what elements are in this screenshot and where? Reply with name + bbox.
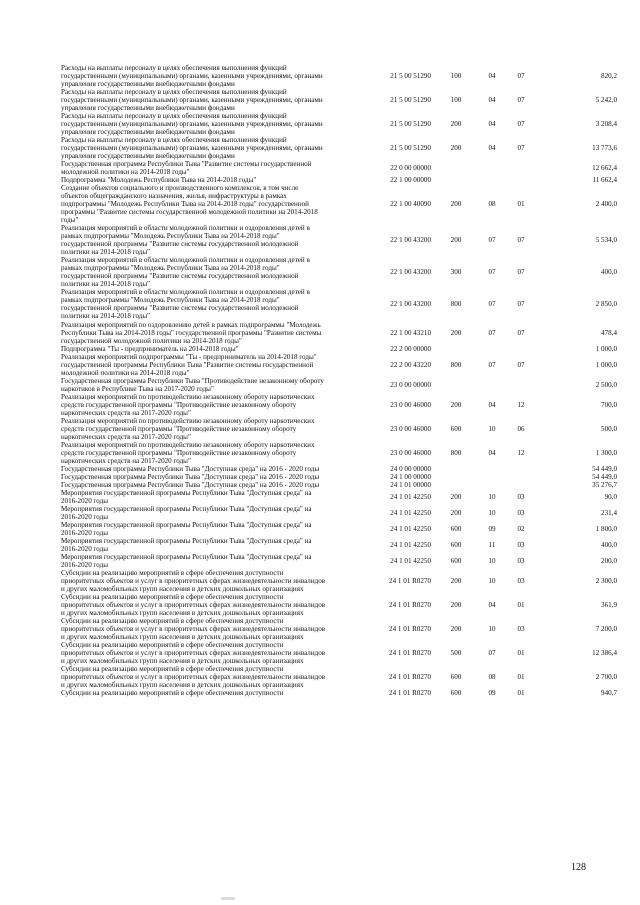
table-row [61,465,617,473]
row-code: 22 1 00 40090 [390,200,431,209]
row-expense-type: 800 [450,448,462,457]
row-section: 04 [488,448,496,457]
row-code: 22 1 00 43210 [390,328,431,337]
row-code: 21 5 00 51290 [390,144,431,153]
row-section: 10 [488,508,496,517]
row-expense-type: 800 [450,360,462,369]
row-name: Мероприятия государственной программы Республики Тыва "Доступная среда" на 2016-2020 годы [61,520,312,537]
row-name: Расходы на выплаты персоналу в целях обеспечения выполнения функций государственными (муниципальными) органами, казенными учреждениями, органами управления государственными внебюджетными фондами [61,112,323,137]
row-code: 23 0 00 46000 [390,448,431,457]
row-amount: 90,0 [604,492,617,501]
row-expense-type: 600 [450,556,462,565]
table-row [61,689,617,697]
page-number: 128 [571,862,586,873]
row-section: 10 [488,556,496,565]
row-subsection: 07 [517,72,525,81]
row-section: 07 [488,300,496,309]
row-section: 04 [488,72,496,81]
row-name: Субсидии на реализацию мероприятий в сфере обеспечения доступности приоритетных объектов и услуг в приоритетных сферах жизнедеятельности инвалидов и других маломобильных групп населения в детских дошкольных организациях [61,641,326,666]
table-row [61,160,617,176]
row-subsection: 02 [517,524,525,533]
row-expense-type: 200 [450,492,462,501]
row-amount: 3 208,4 [595,120,617,129]
table-row [61,256,617,288]
row-code: 23 0 00 46000 [390,424,431,433]
row-section: 11 [488,540,496,549]
row-section: 04 [488,96,496,105]
row-amount: 12 662,4 [592,164,617,173]
row-section: 04 [488,144,496,153]
table-row [61,489,617,505]
table-row [61,321,617,345]
scan-mark [221,897,235,900]
row-amount: 13 773,6 [592,144,617,153]
row-code: 24 1 01 R0270 [389,577,431,585]
row-subsection: 03 [517,625,525,634]
row-amount: 2 850,0 [595,300,617,309]
row-expense-type: 200 [450,236,462,245]
row-code: 24 1 01 42250 [390,524,431,533]
row-subsection: 01 [517,673,525,682]
row-subsection: 06 [517,424,525,433]
row-amount: 400,0 [601,540,617,549]
row-amount: 1 000,0 [595,360,617,369]
row-name: Субсидии на реализацию мероприятий в сфере обеспечения доступности [61,689,284,698]
row-name: Реализация мероприятий подпрограммы "Ты - предприниматель на 2014-2018 годы" государственной программы Республики Тыва "Развитие системы государственной молодежной политики на 2014-2018 годы" [61,352,317,377]
row-subsection: 07 [517,300,525,309]
row-section: 10 [488,424,496,433]
table-row [61,505,617,521]
row-name: Субсидии на реализацию мероприятий в сфере обеспечения доступности приоритетных объектов и услуг в приоритетных сферах жизнедеятельности инвалидов и других маломобильных групп населения в детских дошкольных организациях [61,617,326,642]
row-amount: 12 386,4 [592,649,617,658]
row-amount: 54 449,0 [592,464,617,473]
row-name: Государственная программа Республики Тыва "Развитие системы государственной молодежной политики на 2014-2018 годы" [61,160,312,177]
row-subsection: 07 [517,144,525,153]
row-amount: 940,7 [601,689,617,698]
row-expense-type: 600 [450,540,462,549]
row-expense-type: 500 [450,649,462,658]
row-expense-type: 600 [450,424,462,433]
row-code: 21 5 00 51290 [390,120,431,129]
row-expense-type: 200 [450,625,462,634]
row-expense-type: 600 [450,673,462,682]
row-code: 22 2 00 00000 [390,344,431,353]
row-section: 09 [488,689,496,698]
row-subsection: 03 [517,508,525,517]
row-code: 24 1 01 R0270 [389,601,431,610]
row-name: Реализация мероприятий в области молодежной политики и оздоровления детей в рамках подпрограммы "Молодежь Республики Тыва на 2014-2018 годы" государственной программы "Развитие системы государственной молодежной политики на 2014-2018 годы" [61,288,310,321]
row-amount: 2 700,0 [595,673,617,682]
row-code: 24 1 01 42250 [390,556,431,565]
row-name: Реализация мероприятий по противодействию незаконному обороту наркотических средств государственной программы "Противодействие незаконному обороту наркотических средств на 2017-2020 годы" [61,416,315,441]
table-row [61,88,617,112]
row-code: 24 1 01 R0270 [389,625,431,634]
table-row [61,617,617,641]
row-subsection: 07 [517,120,525,129]
row-subsection: 07 [517,268,525,277]
row-name: Мероприятия государственной программы Республики Тыва "Доступная среда" на 2016-2020 годы [61,536,312,553]
row-expense-type: 200 [450,577,462,585]
row-subsection: 07 [517,328,525,337]
row-section: 10 [488,492,496,501]
row-amount: 231,4 [601,508,617,517]
row-subsection: 12 [517,448,525,457]
table-row [61,665,617,689]
row-name: Государственная программа Республики Тыва "Доступная среда" на 2016 - 2020 годы [61,464,320,473]
table-row [61,593,617,617]
table-row [61,176,617,184]
row-code: 23 0 00 00000 [390,380,431,389]
row-name: Реализация мероприятий по противодействию незаконному обороту наркотических средств государственной программы "Противодействие незаконному обороту наркотических средств на 2017-2020 годы" [61,392,315,417]
row-expense-type: 800 [450,300,462,309]
row-code: 24 1 01 R0270 [389,673,431,682]
row-section: 07 [488,360,496,369]
row-amount: 54 449,0 [592,472,617,481]
table-row [61,112,617,136]
table-row [61,288,617,320]
row-amount: 700,0 [601,400,617,409]
row-section: 09 [488,524,496,533]
row-code: 24 1 01 42250 [390,540,431,549]
row-amount: 5 242,0 [595,96,617,105]
row-subsection: 01 [517,689,525,698]
row-subsection: 03 [517,556,525,565]
row-code: 21 5 00 51290 [390,96,431,105]
row-expense-type: 200 [450,328,462,337]
row-subsection: 01 [517,200,525,209]
row-amount: 200,0 [601,556,617,565]
row-name: Расходы на выплаты персоналу в целях обеспечения выполнения функций государственными (муниципальными) органами, казенными учреждениями, органами управления государственными внебюджетными фондами [61,88,323,113]
row-expense-type: 200 [450,400,462,409]
row-code: 22 2 00 43220 [390,360,431,369]
row-amount: 2 400,0 [595,200,617,209]
row-name: Подпрограмма "Ты - предприниматель на 2014-2018 годы" [61,344,239,353]
row-expense-type: 100 [450,72,462,81]
row-section: 07 [488,328,496,337]
row-name: Расходы на выплаты персоналу в целях обеспечения выполнения функций государственными (муниципальными) органами, казенными учреждениями, органами управления государственными внебюджетными фондами [61,64,323,89]
row-expense-type: 100 [450,96,462,105]
row-name: Государственная программа Республики Тыва "Противодействие незаконному обороту наркотиков в Республике Тыва на 2017-2020 годы" [61,376,324,393]
row-expense-type: 200 [450,144,462,153]
row-code: 21 5 00 51290 [390,72,431,81]
row-amount: 2 500,0 [595,380,617,389]
row-amount: 1 300,0 [595,448,617,457]
row-amount: 1 800,0 [595,524,617,533]
table-row [61,136,617,160]
row-name: Субсидии на реализацию мероприятий в сфере обеспечения доступности приоритетных объектов и услуг в приоритетных сферах жизнедеятельности инвалидов и других маломобильных групп населения в детских дошкольных организациях [61,568,326,594]
row-amount: 478,4 [601,328,617,337]
row-section: 04 [488,120,496,129]
row-section: 07 [488,236,496,245]
row-amount: 2 300,0 [595,577,617,585]
row-subsection: 07 [517,360,525,369]
row-code: 24 1 01 42250 [390,508,431,517]
row-code: 23 0 00 46000 [390,400,431,409]
row-section: 10 [488,625,496,634]
row-expense-type: 200 [450,601,462,610]
row-expense-type: 200 [450,200,462,209]
table-row [61,393,617,417]
row-code: 22 1 00 43200 [390,300,431,309]
row-name: Субсидии на реализацию мероприятий в сфере обеспечения доступности приоритетных объектов и услуг в приоритетных сферах жизнедеятельности инвалидов и других маломобильных групп населения в детских дошкольных организациях [61,665,326,690]
row-section: 07 [488,649,496,658]
row-section: 10 [488,577,496,585]
row-name: Мероприятия государственной программы Республики Тыва "Доступная среда" на 2016-2020 годы [61,504,312,521]
table-row [61,441,617,465]
row-code: 24 1 01 42250 [390,492,431,501]
row-expense-type: 600 [450,689,462,698]
row-amount: 35 276,7 [592,480,617,489]
table-row [61,224,617,256]
row-subsection: 07 [517,96,525,105]
row-amount: 5 534,0 [595,236,617,245]
row-section: 04 [488,601,496,610]
table-row [61,417,617,441]
row-code: 22 1 00 43200 [390,236,431,245]
row-name: Реализация мероприятий по противодействию незаконному обороту наркотических средств государственной программы "Противодействие незаконному обороту наркотических средств на 2017-2020 годы" [61,440,315,465]
row-subsection: 03 [517,577,525,585]
row-section: 08 [488,200,496,209]
table-row [61,345,617,353]
row-name: Создание объектов социального и производственного комплексов, в том числе объектов общегражданского назначения, жилья, инфраструктуры в рамках подпрограммы "Молодежь Республики Тыва на 2014-2018 годы" государственной программы "Развитие системы государственной молодежной политики на 2014-2018 годы" [61,184,318,225]
table-row [61,521,617,537]
row-expense-type: 200 [450,508,462,517]
row-subsection: 01 [517,649,525,658]
row-amount: 500,0 [601,424,617,433]
row-subsection: 03 [517,540,525,549]
row-code: 24 1 01 R0270 [389,649,431,658]
row-expense-type: 200 [450,120,462,129]
row-name: Мероприятия государственной программы Республики Тыва "Доступная среда" на 2016-2020 годы [61,552,312,569]
row-amount: 400,0 [601,268,617,277]
row-name: Мероприятия государственной программы Республики Тыва "Доступная среда" на 2016-2020 годы [61,488,312,505]
table-row [61,64,617,88]
table-row [61,377,617,393]
row-expense-type: 600 [450,524,462,533]
row-section: 07 [488,268,496,277]
row-amount: 1 000,0 [595,344,617,353]
row-name: Государственная программа Республики Тыва "Доступная среда" на 2016 - 2020 годы [61,480,320,489]
row-expense-type: 300 [450,268,462,277]
table-row [61,569,617,593]
row-name: Подпрограмма "Молодежь Республики Тыва на 2014-2018 годы" [61,176,257,185]
row-code: 24 1 01 R0270 [389,689,431,698]
row-name: Расходы на выплаты персоналу в целях обеспечения выполнения функций государственными (муниципальными) органами, казенными учреждениями, органами управления государственными внебюджетными фондами [61,136,323,161]
table-row [61,553,617,569]
row-subsection: 03 [517,492,525,501]
row-section: 08 [488,673,496,682]
budget-table [61,64,617,697]
table-row [61,641,617,665]
table-row [61,353,617,377]
row-subsection: 01 [517,601,525,610]
row-name: Реализация мероприятий по оздоровлению детей в рамках подпрограммы "Молодежь Республики Тыва на 2014-2018 годы" государственной программы "Развитие системы государственной молодежной политики на 2014-2018 годы" [61,320,322,345]
table-row [61,537,617,553]
row-code: 22 1 00 43200 [390,268,431,277]
row-amount: 820,2 [601,72,617,81]
row-section: 04 [488,400,496,409]
row-name: Субсидии на реализацию мероприятий в сфере обеспечения доступности приоритетных объектов и услуг в приоритетных сферах жизнедеятельности инвалидов и других маломобильных групп населения в детских дошкольных организациях [61,593,326,618]
row-code: 24 0 00 00000 [390,464,431,473]
row-code: 22 0 00 00000 [390,164,431,173]
row-name: Реализация мероприятий в области молодежной политики и оздоровления детей в рамках подпрограммы "Молодежь Республики Тыва на 2014-2018 годы" государственной программы "Развитие системы государственной молодежной политики на 2014-2018 годы" [61,256,310,289]
row-name: Государственная программа Республики Тыва "Доступная среда" на 2016 - 2020 годы [61,472,320,481]
row-code: 24 1 01 00000 [390,480,431,489]
row-subsection: 07 [517,236,525,245]
row-code: 24 1 00 00000 [390,472,431,481]
row-amount: 7 200,0 [595,625,617,634]
row-amount: 361,9 [601,601,617,610]
row-name: Реализация мероприятий в области молодежной политики и оздоровления детей в рамках подпрограммы "Молодежь Республики Тыва на 2014-2018 годы" государственной программы "Развитие системы государственной молодежной политики на 2014-2018 годы" [61,224,310,257]
table-row [61,184,617,224]
row-subsection: 12 [517,400,525,409]
table-row [61,481,617,489]
row-code: 22 1 00 00000 [390,176,431,185]
table-row [61,473,617,481]
row-amount: 11 662,4 [592,176,617,185]
